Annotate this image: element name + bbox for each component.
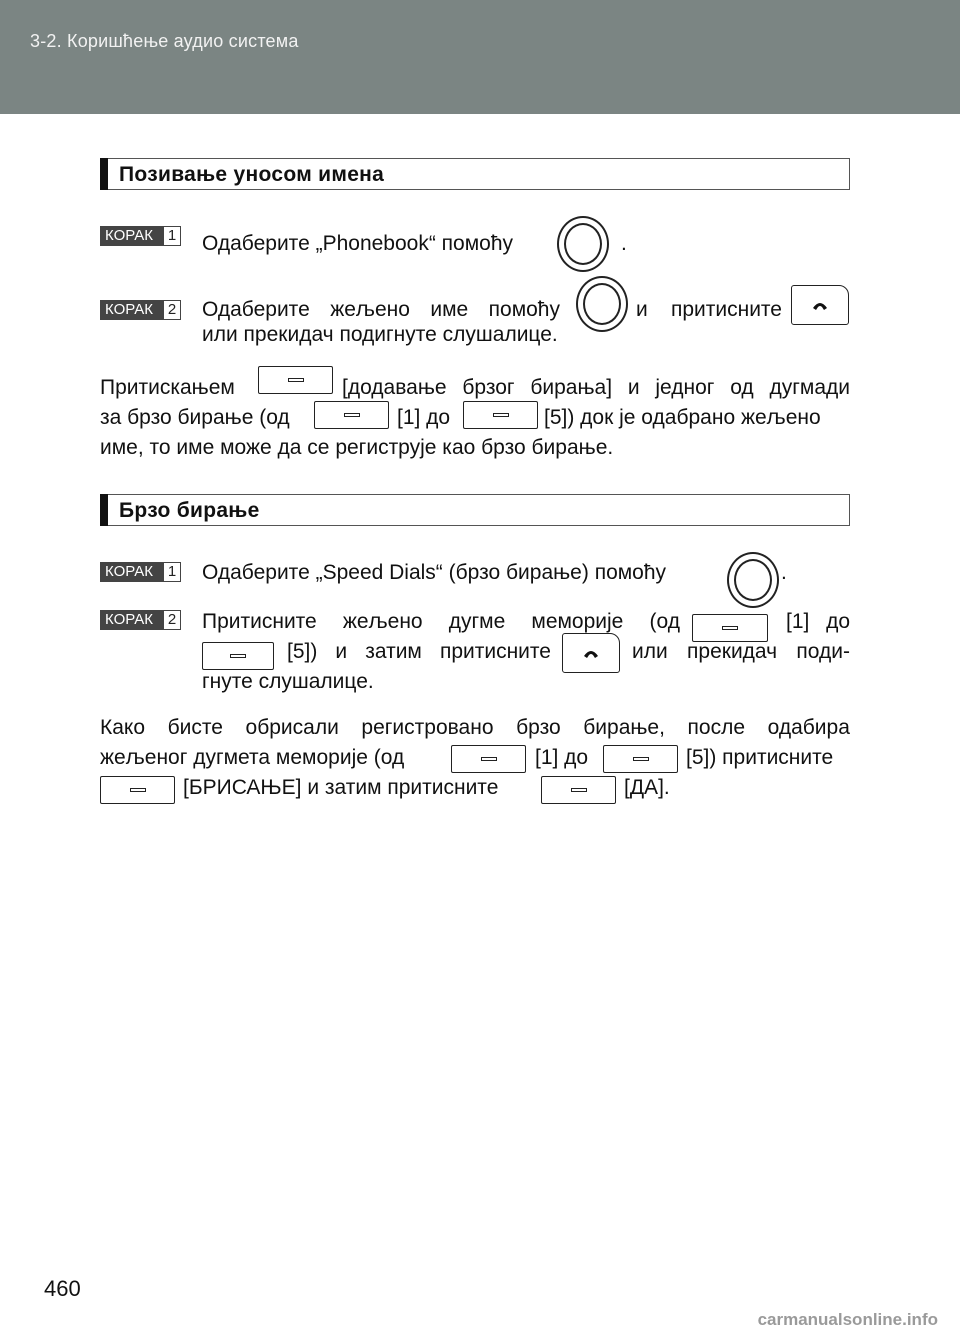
breadcrumb: 3-2. Коришћење аудио система (30, 31, 299, 51)
step-badge (100, 610, 181, 630)
step-badge (100, 226, 181, 246)
section-title: Позивање уносом имена (119, 163, 385, 186)
step-badge-label: КОРАК (100, 300, 163, 320)
paragraph-text: Притискањем (100, 376, 235, 399)
tune-dial-icon (576, 276, 628, 332)
section-title: Брзо бирање (119, 499, 260, 522)
screen-button-icon (603, 745, 678, 773)
paragraph-text: [5]) притисните (686, 746, 834, 769)
step-badge (100, 562, 181, 582)
step-badge-number: 1 (163, 226, 181, 246)
screen-button-icon (463, 401, 538, 429)
screen-button-icon (451, 745, 526, 773)
step-text: Одаберите „Phonebook“ помоћу (202, 232, 514, 255)
off-hook-switch-icon (562, 633, 620, 673)
step-text-line: и притисните (636, 298, 782, 321)
step-badge-number: 1 (163, 562, 181, 582)
paragraph-text: за брзо бирање (од (100, 406, 290, 429)
step-text-end: . (621, 232, 627, 255)
section-title-bar (100, 494, 850, 526)
step-badge-label: КОРАК (100, 226, 163, 246)
step-text-line: Одаберите жељено име помоћу (202, 298, 560, 321)
step-badge-number: 2 (163, 300, 181, 320)
step-text: Одаберите „Speed Dials“ (брзо бирање) помоћу (202, 561, 667, 584)
paragraph-text: [ДА]. (624, 776, 670, 799)
step-text-line: гнуте слушалице. (202, 670, 374, 693)
paragraph-text: [1] до (397, 406, 451, 429)
section-title-bar (100, 158, 850, 190)
paragraph-text: жељеног дугмета меморије (од (100, 746, 405, 769)
screen-button-icon (314, 401, 389, 429)
paragraph-text: Како бисте обрисали регистровано брзо бирање, после одабира (100, 716, 850, 739)
paragraph-text: [1] до (535, 746, 589, 769)
page-number: 460 (44, 1276, 81, 1301)
header-band (0, 0, 960, 114)
tune-dial-icon (727, 552, 779, 608)
screen-button-icon (258, 366, 333, 394)
step-badge-label: КОРАК (100, 610, 163, 630)
step-badge-number: 2 (163, 610, 181, 630)
watermark: carmanualsonline.info (757, 1310, 938, 1329)
step-badge (100, 300, 181, 320)
screen-button-icon (541, 776, 616, 804)
paragraph-text: [БРИСАЊЕ] и затим притисните (183, 776, 499, 799)
step-text-line: или прекидач поди- (632, 640, 850, 663)
step-text-line: [1] до (786, 610, 850, 633)
step-text-line: Притисните жељено дугме меморије (од (202, 610, 680, 633)
step-text-line: [5]) и затим притисните (287, 640, 551, 663)
step-text-end: . (781, 561, 787, 584)
off-hook-switch-icon (791, 285, 849, 325)
paragraph-text: [додавање брзог бирања] и једног од дугмади (342, 376, 850, 399)
step-badge-label: КОРАК (100, 562, 163, 582)
paragraph-text: име, то име може да се региструје као брзо бирање. (100, 436, 614, 459)
screen-button-icon (202, 642, 274, 670)
step-text-line: или прекидач подигнуте слушалице. (202, 323, 558, 346)
paragraph-text: [5]) док је одабрано жељено (544, 406, 821, 429)
tune-dial-icon (557, 216, 609, 272)
screen-button-icon (100, 776, 175, 804)
